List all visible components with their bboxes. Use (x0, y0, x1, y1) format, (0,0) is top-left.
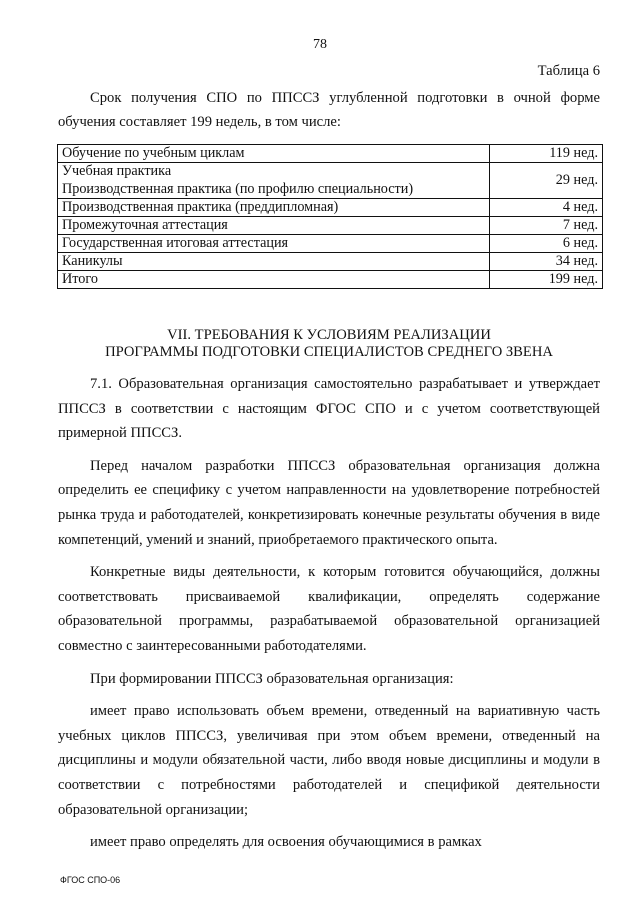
row-label-line: Производственная практика (по профилю специальности) (62, 181, 414, 197)
row-value: 29 нед. (490, 163, 603, 199)
row-value: 119 нед. (490, 145, 603, 163)
page-number: 78 (313, 37, 327, 52)
paragraph: Перед началом разработки ППССЗ образовательная организация должна определить ее специфику с учетом направленности на удовлетворение потребностей рынка труда и работодателей, конкретизировать конечные результаты обучения в виде компетенций, умений и знаний, приобретаемого практического опыта. (58, 457, 600, 548)
row-value: 7 нед. (490, 217, 603, 235)
table-row (58, 145, 603, 163)
table-row (58, 163, 603, 199)
table-row (58, 271, 603, 289)
row-label: Производственная практика (преддипломная) (58, 199, 490, 217)
row-label: Каникулы (58, 253, 490, 271)
intro-text: Срок получения СПО по ППССЗ углубленной подготовки в очной форме обучения составляет 199 недель, в том числе: (58, 90, 600, 130)
row-label (58, 163, 490, 199)
section-heading-line: ПРОГРАММЫ ПОДГОТОВКИ СПЕЦИАЛИСТОВ СРЕДНЕГО ЗВЕНА (105, 344, 553, 360)
row-value: 6 нед. (490, 235, 603, 253)
paragraph: Конкретные виды деятельности, к которым готовится обучающийся, должны соответствовать присваиваемой квалификации, определять содержание образовательной программы, разрабатываемой образовательной организацией совместно с заинтересованными работодателями. (58, 564, 600, 654)
row-label: Государственная итоговая аттестация (58, 235, 490, 253)
row-value: 34 нед. (490, 253, 603, 271)
row-label: Итого (58, 271, 490, 289)
table-row (58, 253, 603, 271)
table-row (58, 199, 603, 217)
row-label: Промежуточная аттестация (58, 217, 490, 235)
table-label: Таблица 6 (537, 63, 600, 79)
row-value: 4 нед. (490, 199, 603, 217)
footer-code: ФГОС СПО-06 (60, 875, 121, 885)
section-heading-line: VII. ТРЕБОВАНИЯ К УСЛОВИЯМ РЕАЛИЗАЦИИ (167, 327, 491, 343)
row-value: 199 нед. (490, 271, 603, 289)
body-text (58, 372, 600, 863)
table-row (58, 217, 603, 235)
section-heading (58, 327, 600, 361)
study-terms-table (57, 144, 603, 289)
list-item: имеет право использовать объем времени, отведенный на вариативную часть учебных циклов ППССЗ, увеличивая при этом объем времени, отведенный на дисциплины и модули обязательной части, либо вводя новые дисциплины и модули в соответствии с потребностями работодателей и спецификой деятельности образовательной организации; (58, 703, 600, 818)
intro-paragraph (58, 86, 600, 134)
paragraph: 7.1. Образовательная организация самостоятельно разрабатывает и утверждает ППССЗ в соответствии с настоящим ФГОС СПО и с учетом соответствующей примерной ППССЗ. (58, 376, 600, 442)
table-row (58, 235, 603, 253)
row-label: Обучение по учебным циклам (58, 145, 490, 163)
paragraph: При формировании ППССЗ образовательная организация: (90, 670, 454, 687)
row-label-line: Учебная практика (62, 163, 172, 179)
list-item: имеет право определять для освоения обучающимися в рамках (90, 834, 482, 851)
